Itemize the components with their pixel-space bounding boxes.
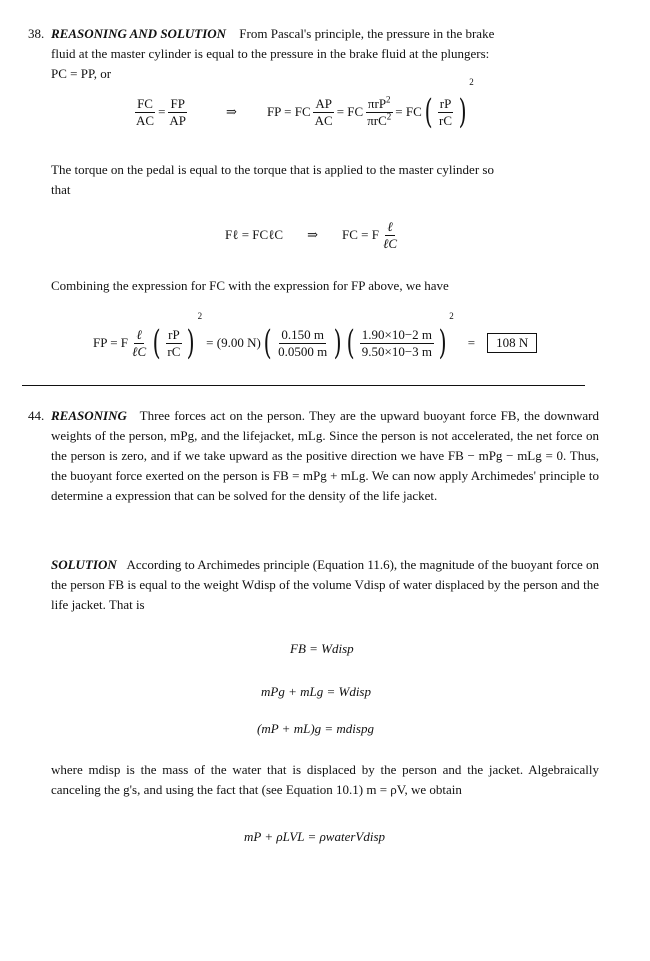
eq1-lhs: FP = FC [266,104,311,119]
equation-density: mP + ρLVL = ρwaterVdisp [244,829,386,844]
eq2-lc: ℓC [382,235,398,251]
problem-38-intro-line3: PC = PP, or [51,66,112,81]
problem-38-header [51,27,494,42]
eq1-ac2: AC [314,112,333,128]
problem-38-heading: REASONING AND SOLUTION [51,26,227,41]
section-divider [22,385,585,386]
eq3-lc: ℓC [132,343,147,359]
eq2-l: ℓ [387,218,393,234]
eq3-d2: 9.50×10−3 m [361,343,433,359]
answer-box: 108 N [487,333,537,353]
eq3-d1: 0.0500 m [278,343,328,359]
torque-line1: The torque on the pedal is equal to the torque that is applied to the master cylinder so [51,162,494,177]
eq1-ac: AC [136,112,155,128]
eq3-lhs: FP = F [93,335,129,350]
eq1-pirp: πrP [367,95,387,111]
problem-38-number: 38. [28,26,45,41]
eq3-rp: rP [168,326,180,342]
eq1-implies: ⇒ [226,104,237,119]
eq3-n2: 1.90×10−2 m [361,326,433,342]
eq1-ap2: AP [315,95,332,111]
eq1-fc: FC [137,95,153,111]
eq1-sq1: 2 [386,94,391,105]
final-force-equation: FP = F $\frac{\text{ℓ}}{\text{ℓC}}$ ( $\frac{rP}{rC}$ ) 2 = (9.00 N) ( $\frac{0.150 m}{0.0500 m}$ ) ( $\frac{1.90\times 10-2 m}{9.50\times 10-3 m}$ ) 2 = 108 N [93,318,537,368]
eq1-eq-fc2: = FC [395,104,422,119]
eq1-fp: FP [170,95,185,111]
eq1-sq2: 2 [386,111,392,122]
eq1-rc: rC [439,112,453,128]
problem-44-number: 44. [28,408,45,423]
eq3-eq: = [467,335,476,350]
eq2-implies: ⇒ [307,227,318,242]
problem-44-reasoning-text: Three forces act on the person. They are the upward buoyant force FB, the downward weights of the person, mPg, and the lifejacket, mLg. Since the person is not accelerated, the net force on the person is zero, and if we take upward as the positive direction we have FB − mPg − mLg = 0. Thus, the buoyant force exerted on the person is FB = mPg + mLg. We can now apply Archimedes' principle to determine a expression that can be solved for the density of the life jacket. [51,408,599,503]
eq1-eq-fc: = FC [336,104,364,119]
solution-heading: SOLUTION [51,557,117,572]
solution-text: According to Archimedes principle (Equation 11.6), the magnitude of the buoyant force on the person FB is equal to the weight Wdisp of the volume Vdisp of water displaced by the person and the life jacket. That is [51,557,599,612]
where-text: where mdisp is the mass of the water that is displaced by the person and the jacket. Algebraically canceling the g's, and using the fact that (see Equation 10.1) m = ρV, we obtain [51,762,599,797]
eq1-ap: AP [169,112,187,128]
eq3-force: = (9.00 N) [206,335,261,350]
equation-masses-weight: mPg + mLg = Wdisp [261,684,371,699]
eq2-fc: FC = F [342,227,379,242]
eq2-lhs: Fℓ = FCℓC [225,227,284,242]
eq1-pirc: πrC [367,112,387,128]
where-paragraph [51,760,599,800]
eq3-n1: 0.150 m [281,326,324,342]
torque-equation [225,212,401,258]
torque-line2: that [51,182,71,197]
problem-44-reasoning [51,406,599,506]
pascal-equation: $\frac{FC}{AC}$ = $\frac{FP}{AP}$ ⇒ FP = FC $\frac{AP}{AC}$ = FC $\frac{\pi rP^2}{\pi rC^2}$ = FC ( $\frac{rP}{rC}$ ) 2 [136,77,474,132]
equation-mass-sum: (mP + mL)g = mdispg [257,721,374,736]
problem-44-heading: REASONING [51,408,127,423]
eq1-rp: rP [439,95,452,111]
problem-38-intro-line1: From Pascal's principle, the pressure in the brake [239,26,495,41]
problem-38-intro-line2: fluid at the master cylinder is equal to the pressure in the brake fluid at the plungers: [51,46,490,61]
combine-line: Combining the expression for FC with the expression for FP above, we have [51,278,449,293]
equation-buoyant-weight: FB = Wdisp [290,641,354,656]
eq3-rc: rC [167,343,181,359]
problem-44-solution [51,555,599,615]
eq3-l: ℓ [136,326,142,342]
